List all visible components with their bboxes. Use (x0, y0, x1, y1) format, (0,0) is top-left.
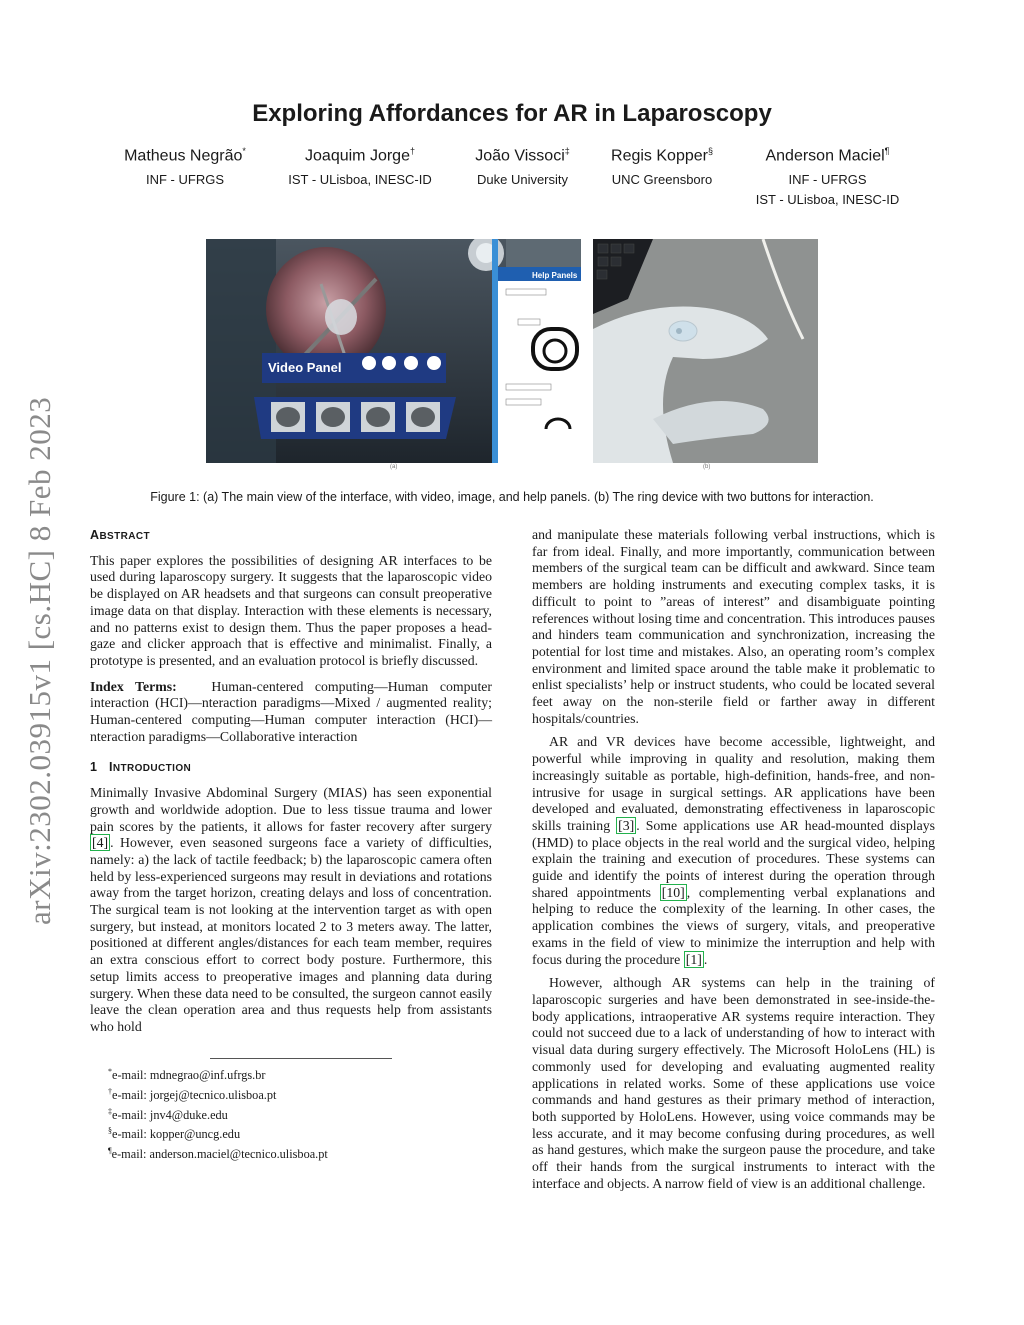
intro-paragraph-1: Minimally Invasive Abdominal Surgery (MIAS) has seen exponential growth and worldwide adoption. Due to less tissue trauma and lower pain scores by the patients, it allows for faster recovery after surgery [4] . However, even seasoned surgeons face a variety of difficulties, namely: a) the lack of tactile feedback; b) the laparoscopic camera often held by less-experienced surgeons may result in deviations and rotations away from the target horizon, creating delays and loss of concentration. The surgical team is not looking at the intervention target as with open surgery, but instead, at monitors located 2 to 3 meters away. The latter, positioned at different angles/distances for each team member, requires an extra conscious effort to correct body posture. Furthermore, this setup limits access to preoperative images and planning data during surgery. When these data need to be consulted, the surgeon cannot easily leave the clean operation area and thus requests help from assistants who hold (90, 785, 492, 1034)
author-block (460, 146, 585, 190)
subcaption-a: (a) (390, 464, 398, 470)
author-name: João Vissoci (475, 147, 565, 165)
footnote-rule (210, 1058, 392, 1059)
index-terms-text: Human-centered computing—Human computer interaction (HCI)—nteraction paradigms—Mixed / augmented reality; Human-centered computing—Human computer interaction (HCI)—nteraction paradigms—Collaborative interaction (90, 678, 492, 744)
footnote: ‡e-mail: jnv4@duke.edu (108, 1106, 228, 1122)
author-affiliation: INF - UFRGS (146, 172, 224, 188)
author-name: Regis Kopper (611, 147, 708, 165)
author-block (275, 146, 445, 190)
author-affiliation: IST - ULisboa, INESC-ID (288, 172, 432, 188)
help-panels-label: Help Panels (532, 271, 578, 280)
citation-link[interactable]: [3] (618, 817, 635, 833)
panel-button-icon (382, 356, 396, 370)
author-name: Joaquim Jorge (305, 147, 410, 165)
author-mark: § (707, 146, 713, 156)
subcaption-b: (b) (703, 464, 711, 470)
arxiv-side-stamp: arXiv:2302.03915v1 [cs.HC] 8 Feb 2023 (22, 396, 57, 925)
footnote: §e-mail: kopper@uncg.edu (108, 1126, 241, 1142)
author-mark: ‡ (564, 146, 570, 156)
author-block (110, 146, 260, 190)
author-name: Anderson Maciel (765, 147, 885, 165)
ring-device-photo (593, 239, 818, 463)
footnote: *e-mail: mdnegrao@inf.ufrgs.br (108, 1067, 266, 1083)
abstract-heading: ABSTRACT (90, 528, 151, 542)
ar-interface-illustration (206, 239, 581, 463)
intro-paragraph-3: However, although AR systems can help in the training of laparoscopic surgeries and have been demonstrated in see-inside-the-body applications, intraoperative AR systems require interaction. They could not succeed due to a lack of understanding of how to interact with visual data during surgery effectively. The Microsoft HoloLens (HL) is commonly used for developing and evaluating augmented reality applications in related works. Some of these applications use voice commands and hand gestures as their primary method of interaction, both supported by HoloLens. However, using voice commands may be less accurate, and it may become confusing during procedures, as well as hand gestures, which make the surgeon pause the procedure, and take off their hands from the surgical instruments to interact with the interface and objects. A narrow field of view is an additional challenge. (532, 975, 935, 1191)
author-mark: * (242, 146, 246, 156)
footnote: ¶e-mail: anderson.maciel@tecnico.ulisboa.pt (108, 1146, 328, 1162)
citation-link[interactable]: [1] (685, 951, 702, 967)
right-column (532, 527, 935, 1192)
abstract-text: This paper explores the possibilities of designing AR interfaces to be used during laparoscopy surgery. It suggests that the laparoscopic video be displayed on AR headsets and that surgeons can consult preoperative image data on that display. Interaction with these elements is necessary, and no patterns exist to design them. Thus the paper proposes a head-gaze and clicker approach that is effective and minimalist. Finally, a prototype is presented, and an evaluation protocol is briefly discussed. (90, 552, 492, 668)
index-terms (90, 679, 492, 746)
author-affiliation: Duke University (476, 172, 569, 188)
index-terms-label: Index Terms: (90, 678, 177, 694)
author-affiliation: INF - UFRGS (788, 172, 867, 188)
author-block (597, 146, 727, 190)
footnote: †e-mail: jorgej@tecnico.ulisboa.pt (108, 1086, 277, 1102)
author-name: Matheus Negrão (124, 147, 243, 165)
author-affiliation: UNC Greensboro (611, 172, 713, 188)
video-panel-label: Video Panel (268, 360, 342, 375)
intro-paragraph-1-continued: and manipulate these materials following verbal instructions, which is far from ideal. Finally, and more importantly, communication between members of the surgical team can be difficult and awkward. Since team members are holding instruments and executing complex tasks, it is difficult to point to ”areas of interest” and disambiguate pointing references without losing time and concentration. This introduces pauses and hinders team communication and synchronization, increasing the potential for lost time and mistakes. Also, an operating room’s complex environment and limited space around the table make it problematic to enlist specialists’ help or instruct students, who could be located several feet away on the non-sterile field or farther away in different hospitals/countries. (532, 527, 935, 726)
author-mark: † (409, 146, 415, 156)
intro-paragraph-2: AR and VR devices have become accessible, lightweight, and powerful while improving in quality and resolution, making them increasingly suitable as portable, high-definition, hands-free, and non-intrusive for usage in surgical settings. AR applications have been developed and evaluated, demonstrating effectiveness in laparoscopic skills training [3] . Some applications use AR head-mounted displays (HMD) to place objects in the real world and the surgical video, helping explain the training and execution of procedures. These systems can guide and identify the points of interest during the operation through shared appointments [10] , complementing verbal explanations and helping to reduce the complexity of the learning. In other cases, the application combines the views of surgery, vitals, and preoperative exams in the field of view to minimize the interruption and help with focus during the procedure [1] . (532, 734, 935, 967)
citation-link[interactable]: [4] (92, 835, 109, 851)
author-block (745, 146, 910, 210)
figure-caption: Figure 1: (a) The main view of the interface, with video, image, and help panels. (b) The ring device with two buttons for interaction. (150, 490, 874, 504)
panel-button-icon (404, 356, 418, 370)
introduction-heading: 1 INTRODUCTION (90, 760, 192, 775)
author-mark: ¶ (884, 146, 890, 156)
author-affiliation-secondary: IST - ULisboa, INESC-ID (755, 192, 900, 208)
footnotes (108, 1064, 328, 1163)
left-column (90, 527, 492, 1036)
figure-panel-a-image (206, 239, 581, 463)
panel-button-icon (362, 356, 376, 370)
paper-title: Exploring Affordances for AR in Laparoscopy (252, 100, 772, 127)
citation-link[interactable]: [10] (661, 884, 685, 900)
panel-button-icon (427, 356, 441, 370)
figure-panel-b-image (593, 239, 818, 463)
